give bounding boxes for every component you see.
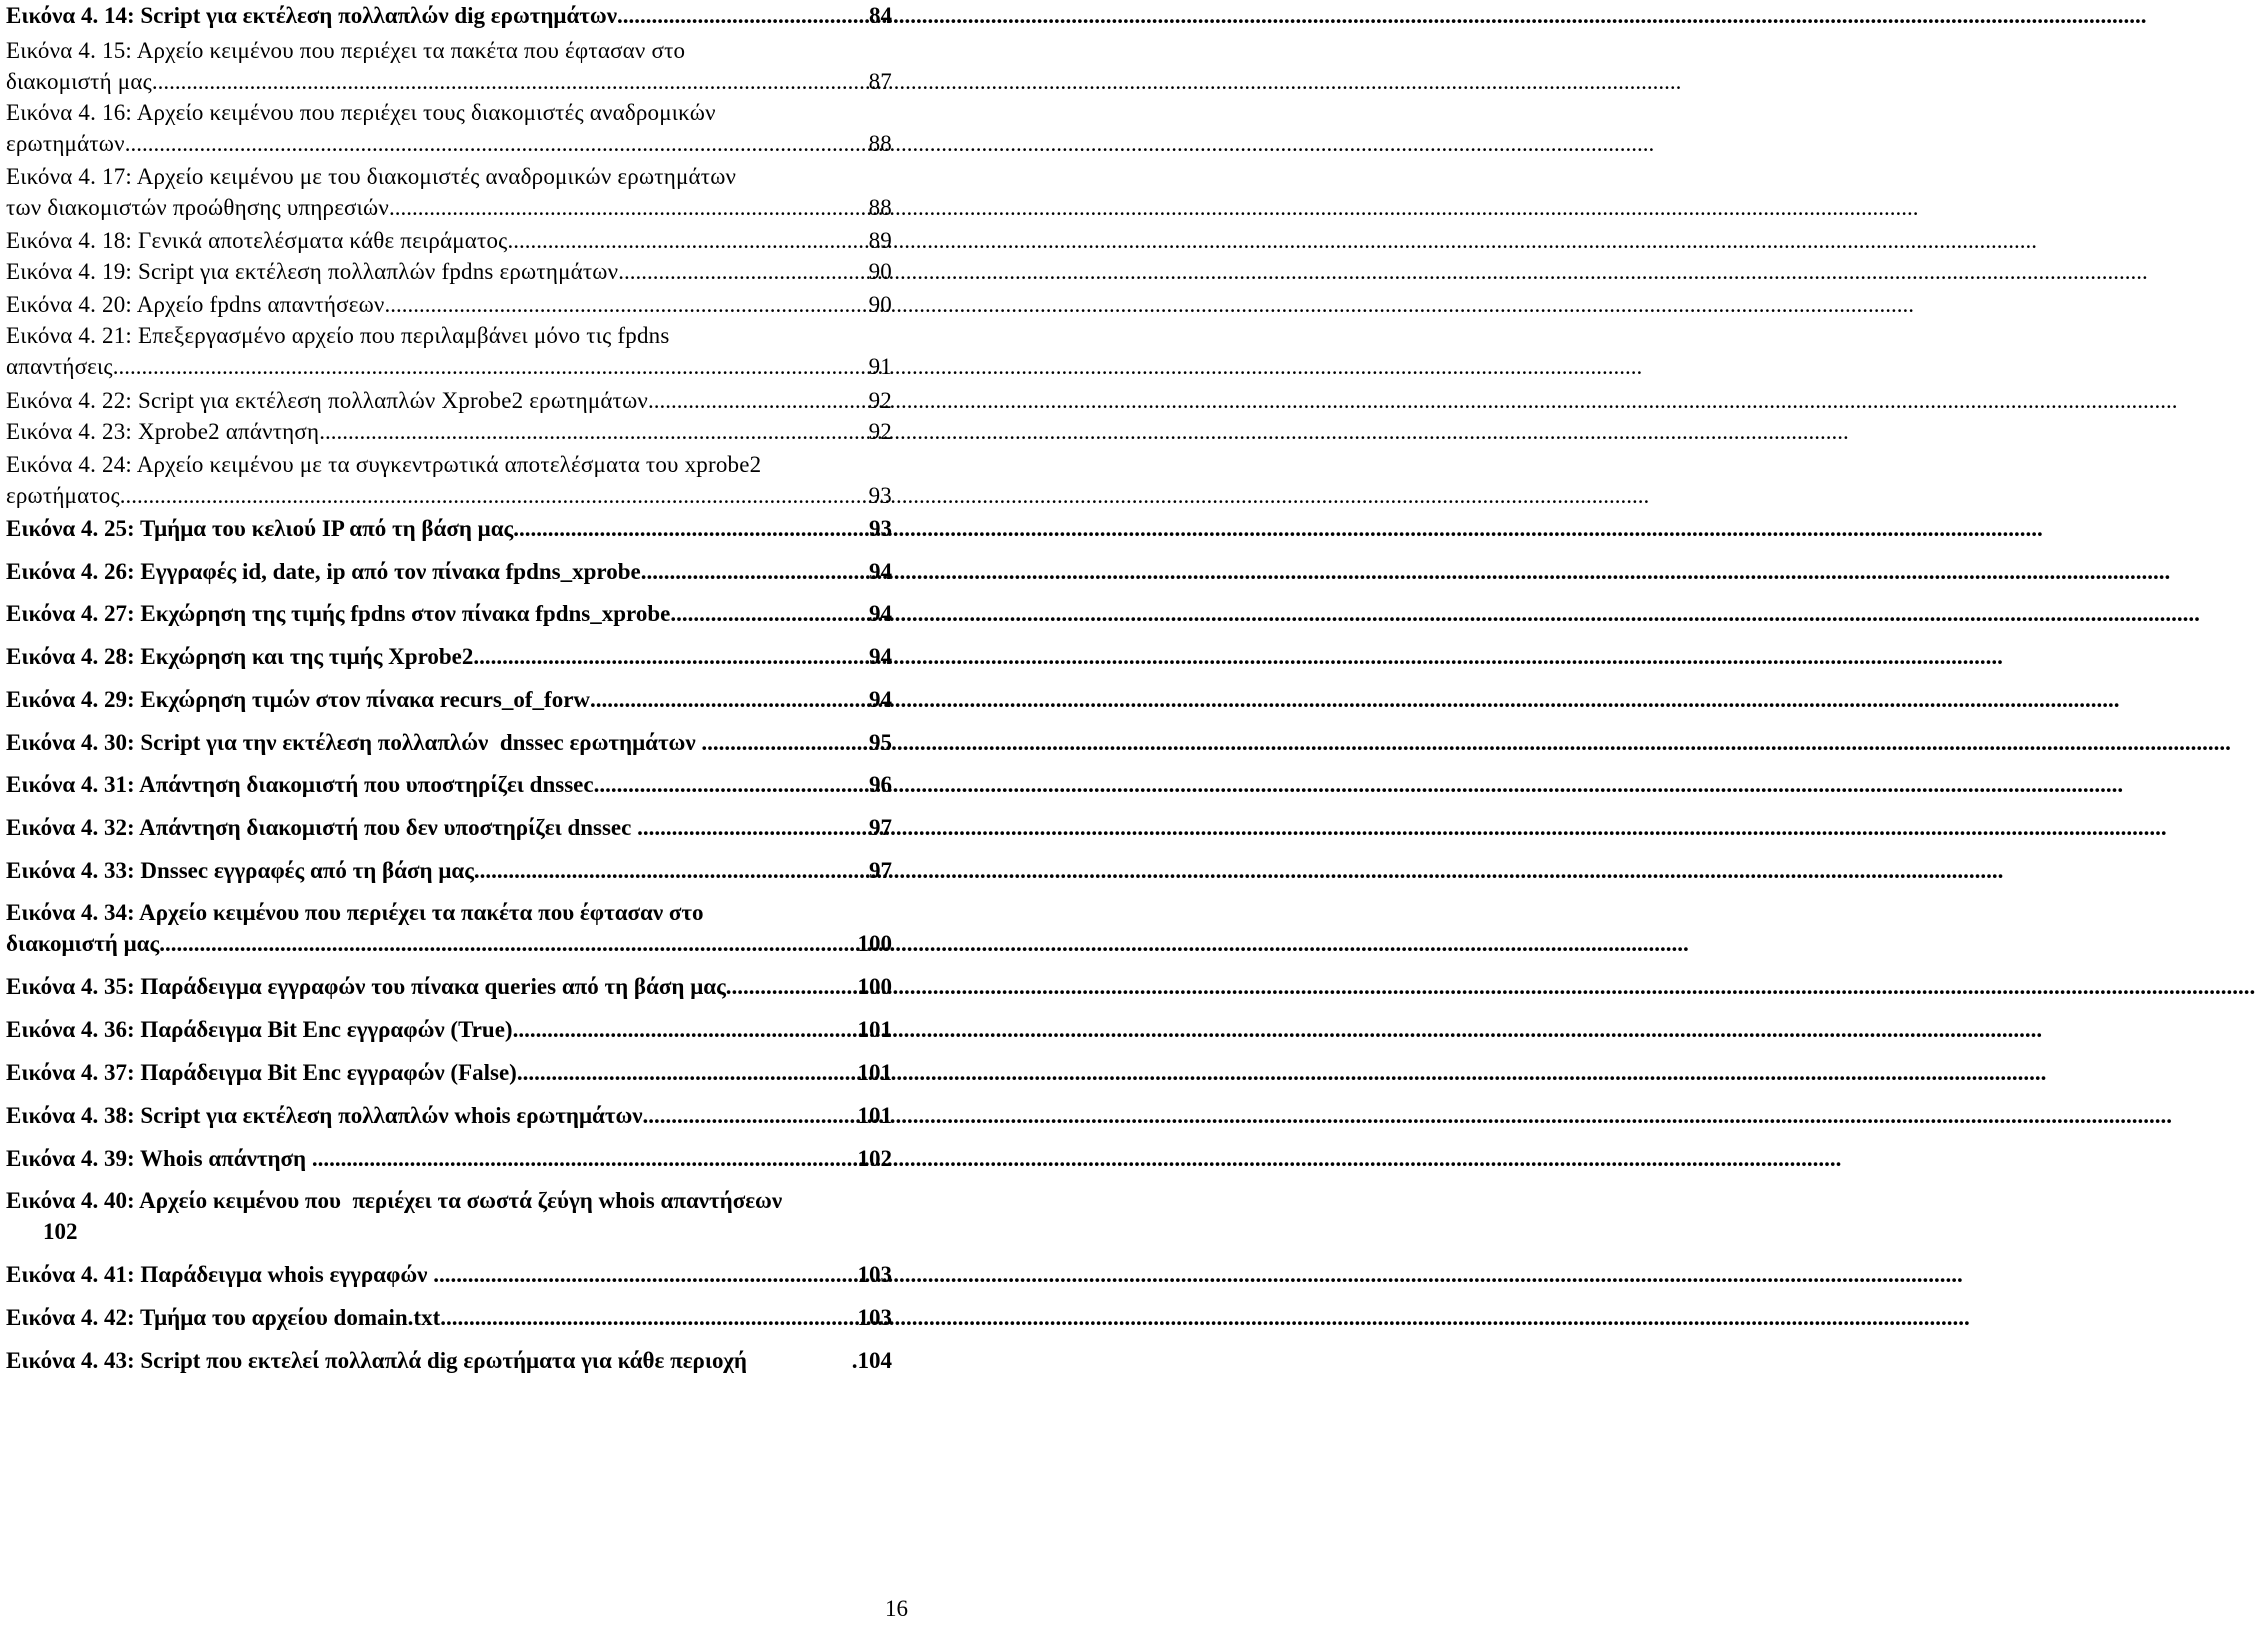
page-ref: 100 (857, 974, 892, 999)
figure-prefix: Εικόνα 4. (6, 644, 104, 669)
toc-entry[interactable] (6, 812, 892, 843)
figure-title: 35: Παράδειγμα εγγραφών του πίνακα queries από τη βάση μας (103, 974, 726, 999)
dot-leader (513, 513, 869, 544)
figure-title: 16: Αρχείο κειμένου που περιέχει τους διακομιστές αναδρομικών (102, 100, 716, 125)
toc-entry[interactable] (6, 1345, 892, 1376)
figure-title: 27: Εκχώρηση της τιμής fpdns στον πίνακα fpdns_xprobe (103, 601, 671, 626)
toc-entry[interactable] (6, 971, 892, 1002)
dot-leader (385, 289, 869, 320)
dot-leader (594, 769, 869, 800)
page-ref: 90 (868, 259, 892, 284)
figure-title: 32: Απάντηση διακομιστή που δεν υποστηρίζει dnssec (103, 815, 638, 840)
figure-prefix: Εικόνα 4. (6, 601, 104, 626)
figure-prefix: Εικόνα 4. (6, 38, 103, 63)
figure-prefix: Εικόνα 4. (6, 516, 104, 541)
toc-entry[interactable] (6, 598, 892, 629)
toc-entry[interactable] (6, 684, 892, 715)
figure-prefix: Εικόνα 4. (6, 858, 104, 883)
figure-prefix: Εικόνα 4. (6, 100, 103, 125)
page-number: 16 (885, 1596, 908, 1621)
figure-title: 29: Εκχώρηση τιμών στον πίνακα recurs_of_forw (103, 687, 591, 712)
figure-title: 30: Script για την εκτέλεση πολλαπλών dnssec ερωτημάτων (103, 730, 702, 755)
page-ref: 94 (869, 644, 892, 669)
toc-entry[interactable] (6, 1185, 892, 1247)
figure-prefix: Εικόνα 4. (6, 1017, 104, 1042)
dot-leader (473, 641, 869, 672)
figure-prefix: Εικόνα 4. (6, 1103, 104, 1128)
toc-entry[interactable] (6, 1302, 892, 1333)
page-ref: 101 (857, 1103, 892, 1128)
page-ref: 94 (869, 687, 892, 712)
toc-entry[interactable] (6, 385, 892, 416)
toc-entry[interactable] (6, 1014, 892, 1045)
toc-entry[interactable] (6, 641, 892, 672)
figure-title: 31: Απάντηση διακομιστή που υποστηρίζει dnssec (103, 772, 594, 797)
dot-leader (312, 1143, 858, 1174)
dot-leader (726, 971, 858, 1002)
toc-entry[interactable] (6, 225, 892, 256)
toc-entry[interactable] (6, 97, 892, 159)
toc-entry[interactable] (6, 449, 892, 511)
toc-entry[interactable] (6, 1057, 892, 1088)
leader-dot: . (846, 1348, 858, 1373)
figure-title: 21: Επεξεργασμένο αρχείο που περιλαμβάνει μόνο τις fpdns (102, 323, 670, 348)
dot-leader (641, 556, 869, 587)
page-ref: 88 (868, 131, 892, 156)
dot-leader (701, 727, 869, 758)
figure-title: 39: Whois απάντηση (103, 1146, 312, 1171)
toc-entry[interactable] (6, 1259, 892, 1290)
figure-prefix: Εικόνα 4. (6, 1305, 104, 1330)
dot-leader (618, 256, 868, 287)
toc-entry[interactable] (6, 320, 892, 382)
figure-title: 19: Script για εκτέλεση πολλαπλών fpdns ερωτημάτων (102, 259, 619, 284)
page-ref: 102 (857, 1146, 892, 1171)
dot-leader (319, 416, 868, 447)
page-ref: 91 (868, 354, 892, 379)
dot-leader (474, 855, 869, 886)
toc-entry[interactable] (6, 513, 892, 544)
page-ref: 90 (868, 292, 892, 317)
page-ref: 104 (857, 1348, 892, 1373)
toc-entry[interactable] (6, 1100, 892, 1131)
figure-title: 14: Script για εκτέλεση πολλαπλών dig ερωτημάτων (103, 3, 617, 28)
page-ref: 84 (869, 3, 892, 28)
dot-leader (513, 1014, 858, 1045)
figure-title: 28: Εκχώρηση και της τιμής Xprobe2 (103, 644, 474, 669)
dot-leader (507, 225, 868, 256)
figure-title: 38: Script για εκτέλεση πολλαπλών whois ερωτημάτων (103, 1103, 643, 1128)
toc-entry[interactable] (6, 161, 892, 223)
figure-title-continued: διακομιστή μας (6, 69, 152, 94)
figure-prefix: Εικόνα 4. (6, 228, 103, 253)
figure-prefix: Εικόνα 4. (6, 292, 103, 317)
dot-leader (433, 1259, 857, 1290)
page-ref: 92 (868, 388, 892, 413)
page-ref: 101 (857, 1060, 892, 1085)
dot-leader (590, 684, 869, 715)
page-ref: 95 (869, 730, 892, 755)
page-ref: 94 (869, 601, 892, 626)
figure-title: 17: Αρχείο κειμένου με του διακομιστές αναδρομικών ερωτημάτων (102, 164, 737, 189)
figure-title: 23: Xprobe2 απάντηση (102, 419, 320, 444)
dot-leader (159, 928, 857, 959)
figure-title-continued: ερωτήματος (6, 483, 120, 508)
dot-leader (643, 1100, 858, 1131)
figure-prefix: Εικόνα 4. (6, 419, 103, 444)
figure-prefix: Εικόνα 4. (6, 1188, 104, 1213)
figure-title: 25: Τμήμα του κελιού IP από τη βάση μας (103, 516, 514, 541)
dot-leader (125, 128, 869, 159)
page-ref: 96 (869, 772, 892, 797)
toc-entry[interactable] (6, 897, 892, 959)
figure-prefix: Εικόνα 4. (6, 974, 104, 999)
toc-entry[interactable] (6, 727, 892, 758)
page-ref: 102 (43, 1219, 78, 1244)
figure-title: 26: Εγγραφές id, date, ip από τον πίνακα fpdns_xprobe (103, 559, 641, 584)
figure-title-continued: των διακομιστών προώθησης υπηρεσιών (6, 195, 389, 220)
figure-title: 20: Αρχείο fpdns απαντήσεων (102, 292, 385, 317)
toc-entry[interactable] (6, 256, 892, 287)
dot-leader (389, 192, 869, 223)
page-ref: 92 (868, 419, 892, 444)
figure-title: 37: Παράδειγμα Bit Enc εγγραφών (False) (103, 1060, 517, 1085)
dot-leader (648, 385, 869, 416)
figure-title-continued: ερωτημάτων (6, 131, 125, 156)
page-ref: 93 (869, 516, 892, 541)
figure-prefix: Εικόνα 4. (6, 1348, 104, 1373)
figure-title: 22: Script για εκτέλεση πολλαπλών Xprobe2 ερωτημάτων (102, 388, 649, 413)
figure-prefix: Εικόνα 4. (6, 687, 104, 712)
toc-entry[interactable] (6, 855, 892, 886)
dot-leader (637, 812, 869, 843)
page-ref: 89 (868, 228, 892, 253)
figure-title: 34: Αρχείο κειμένου που περιέχει τα πακέτα που έφτασαν στο (103, 900, 704, 925)
figure-prefix: Εικόνα 4. (6, 452, 103, 477)
figure-title: 24: Αρχείο κειμένου με τα συγκεντρωτικά αποτελέσματα του xprobe2 (102, 452, 762, 477)
page-ref: 103 (857, 1262, 892, 1287)
dot-leader (120, 480, 869, 511)
toc-entry[interactable] (6, 556, 892, 587)
figure-prefix: Εικόνα 4. (6, 323, 103, 348)
page-ref: 101 (857, 1017, 892, 1042)
toc-entry[interactable] (6, 769, 892, 800)
toc-entry[interactable] (6, 0, 892, 31)
figure-title: 18: Γενικά αποτελέσματα κάθε πειράματος (102, 228, 508, 253)
figure-title: 36: Παράδειγμα Bit Enc εγγραφών (True) (103, 1017, 513, 1042)
page-ref: 94 (869, 559, 892, 584)
figure-title: 42: Τμήμα του αρχείου domain.txt (103, 1305, 441, 1330)
page-ref: 103 (857, 1305, 892, 1330)
figure-prefix: Εικόνα 4. (6, 1146, 104, 1171)
figure-prefix: Εικόνα 4. (6, 1060, 104, 1085)
figure-prefix: Εικόνα 4. (6, 1262, 104, 1287)
page-ref: 93 (868, 483, 892, 508)
figure-title: 40: Αρχείο κειμένου που περιέχει τα σωστά ζεύγη whois απαντήσεων (103, 1188, 783, 1213)
toc-entry[interactable] (6, 1143, 892, 1174)
toc-entry[interactable] (6, 35, 892, 97)
figure-prefix: Εικόνα 4. (6, 815, 104, 840)
toc-entry[interactable] (6, 289, 892, 320)
page-ref: 88 (868, 195, 892, 220)
figure-prefix: Εικόνα 4. (6, 559, 104, 584)
figure-title: 33: Dnssec εγγραφές από τη βάση μας (103, 858, 474, 883)
dot-leader (440, 1302, 857, 1333)
dot-leader (517, 1057, 858, 1088)
figure-prefix: Εικόνα 4. (6, 730, 104, 755)
figure-title-continued: απαντήσεις (6, 354, 113, 379)
figure-prefix: Εικόνα 4. (6, 388, 103, 413)
figure-title-continued: διακομιστή μας (6, 931, 160, 956)
dot-leader (152, 66, 869, 97)
dot-leader (113, 351, 869, 382)
figure-prefix: Εικόνα 4. (6, 164, 103, 189)
page-ref: 97 (869, 815, 892, 840)
page-ref: 97 (869, 858, 892, 883)
page-ref: 87 (868, 69, 892, 94)
figure-title: 41: Παράδειγμα whois εγγραφών (103, 1262, 434, 1287)
toc-entry[interactable] (6, 416, 892, 447)
figure-prefix: Εικόνα 4. (6, 3, 104, 28)
figure-prefix: Εικόνα 4. (6, 772, 104, 797)
figure-prefix: Εικόνα 4. (6, 900, 104, 925)
page-ref: 100 (857, 931, 892, 956)
figure-title: 43: Script που εκτελεί πολλαπλά dig ερωτήματα για κάθε περιοχή (103, 1348, 747, 1373)
dot-leader (617, 0, 869, 31)
dot-leader (670, 598, 869, 629)
figure-prefix: Εικόνα 4. (6, 259, 103, 284)
figure-title: 15: Αρχείο κειμένου που περιέχει τα πακέτα που έφτασαν στο (102, 38, 686, 63)
